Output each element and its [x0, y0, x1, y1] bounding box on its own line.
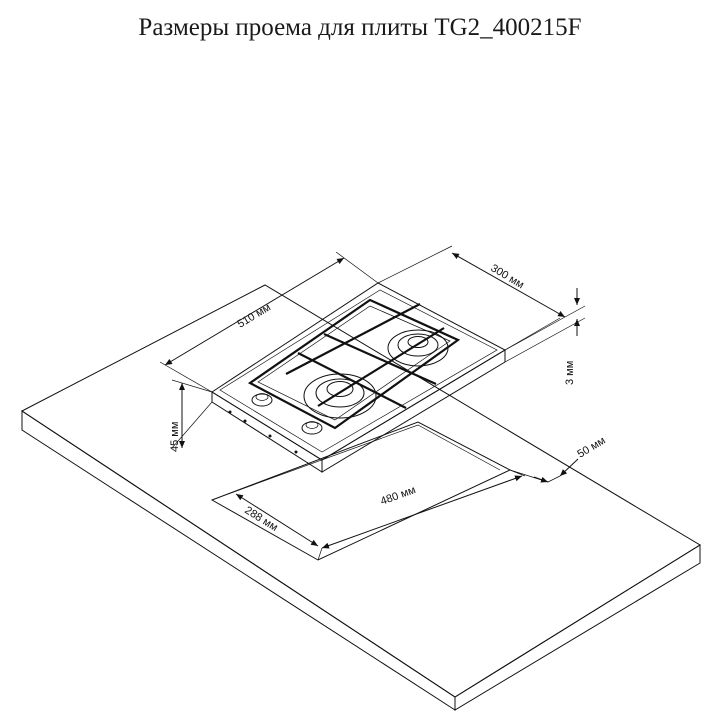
dimension-cutout-length-label: 480 мм [378, 484, 418, 508]
countertop [22, 285, 700, 710]
dimension-width-label: 510 мм [235, 301, 273, 331]
burner-large [304, 374, 376, 418]
dimension-height [169, 380, 212, 452]
page-title: Размеры проема для плиты TG2_400215F [138, 14, 582, 41]
dimension-thickness [505, 288, 585, 385]
dimension-margin-label: 50 мм [575, 434, 608, 461]
front-edge-details [229, 411, 298, 454]
dimension-margin [510, 435, 608, 482]
dimension-depth-label: 300 мм [488, 262, 526, 292]
dimension-thickness-label: 3 мм [564, 360, 576, 385]
burner-small [388, 330, 448, 366]
knob-right [302, 422, 322, 435]
cutout [212, 422, 510, 560]
dimension-height-label: 45 мм [169, 421, 181, 452]
dimension-cutout-length [318, 470, 525, 560]
knob-left [252, 394, 272, 407]
dimension-cutout-width-label: 288 мм [242, 504, 280, 534]
